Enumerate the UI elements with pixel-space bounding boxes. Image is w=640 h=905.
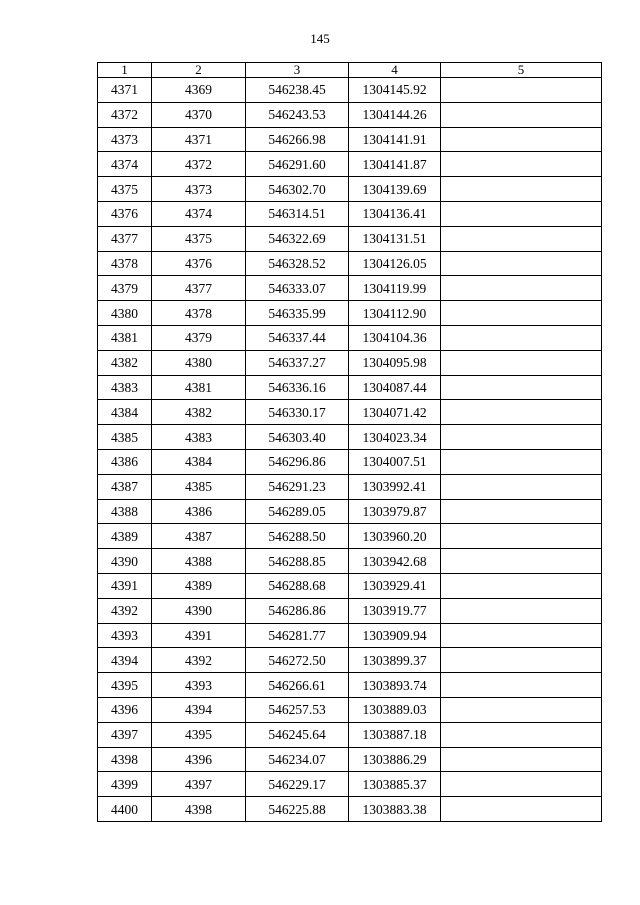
note-cell	[441, 449, 602, 474]
point-number-cell: 4384	[98, 400, 152, 425]
y-coordinate-cell: 1303909.94	[349, 623, 441, 648]
point-number-cell: 4379	[98, 276, 152, 301]
previous-point-cell: 4387	[152, 524, 246, 549]
note-cell	[441, 226, 602, 251]
point-number-cell: 4383	[98, 375, 152, 400]
note-cell	[441, 301, 602, 326]
x-coordinate-cell: 546303.40	[246, 425, 349, 450]
table-row	[98, 524, 602, 549]
previous-point-cell: 4380	[152, 350, 246, 375]
previous-point-cell: 4374	[152, 201, 246, 226]
note-cell	[441, 400, 602, 425]
x-coordinate-cell: 546288.50	[246, 524, 349, 549]
previous-point-cell: 4395	[152, 722, 246, 747]
previous-point-cell: 4378	[152, 301, 246, 326]
point-number-cell: 4375	[98, 177, 152, 202]
x-coordinate-cell: 546281.77	[246, 623, 349, 648]
x-coordinate-cell: 546243.53	[246, 102, 349, 127]
previous-point-cell: 4392	[152, 648, 246, 673]
table-row	[98, 78, 602, 103]
y-coordinate-cell: 1303886.29	[349, 747, 441, 772]
note-cell	[441, 78, 602, 103]
point-number-cell: 4377	[98, 226, 152, 251]
x-coordinate-cell: 546257.53	[246, 697, 349, 722]
previous-point-cell: 4372	[152, 152, 246, 177]
table-row	[98, 152, 602, 177]
previous-point-cell: 4388	[152, 549, 246, 574]
note-cell	[441, 474, 602, 499]
x-coordinate-cell: 546330.17	[246, 400, 349, 425]
y-coordinate-cell: 1303889.03	[349, 697, 441, 722]
table-row	[98, 251, 602, 276]
point-number-cell: 4387	[98, 474, 152, 499]
table-row	[98, 623, 602, 648]
table-row	[98, 449, 602, 474]
y-coordinate-cell: 1304136.41	[349, 201, 441, 226]
table-header-row	[98, 63, 602, 78]
x-coordinate-cell: 546296.86	[246, 449, 349, 474]
note-cell	[441, 276, 602, 301]
note-cell	[441, 350, 602, 375]
table-row	[98, 697, 602, 722]
previous-point-cell: 4390	[152, 598, 246, 623]
y-coordinate-cell: 1304145.92	[349, 78, 441, 103]
point-number-cell: 4393	[98, 623, 152, 648]
table-row	[98, 648, 602, 673]
x-coordinate-cell: 546291.23	[246, 474, 349, 499]
note-cell	[441, 648, 602, 673]
previous-point-cell: 4379	[152, 325, 246, 350]
table-row	[98, 747, 602, 772]
note-cell	[441, 325, 602, 350]
point-number-cell: 4385	[98, 425, 152, 450]
previous-point-cell: 4382	[152, 400, 246, 425]
table-row	[98, 598, 602, 623]
y-coordinate-cell: 1303893.74	[349, 673, 441, 698]
note-cell	[441, 425, 602, 450]
point-number-cell: 4388	[98, 499, 152, 524]
x-coordinate-cell: 546229.17	[246, 772, 349, 797]
y-coordinate-cell: 1303992.41	[349, 474, 441, 499]
note-cell	[441, 598, 602, 623]
table-row	[98, 201, 602, 226]
y-coordinate-cell: 1304141.91	[349, 127, 441, 152]
point-number-cell: 4395	[98, 673, 152, 698]
previous-point-cell: 4370	[152, 102, 246, 127]
x-coordinate-cell: 546335.99	[246, 301, 349, 326]
y-coordinate-cell: 1303885.37	[349, 772, 441, 797]
x-coordinate-cell: 546333.07	[246, 276, 349, 301]
point-number-cell: 4371	[98, 78, 152, 103]
previous-point-cell: 4389	[152, 573, 246, 598]
table-row	[98, 722, 602, 747]
y-coordinate-cell: 1304104.36	[349, 325, 441, 350]
point-number-cell: 4392	[98, 598, 152, 623]
x-coordinate-cell: 546314.51	[246, 201, 349, 226]
column-header-5: 5	[441, 63, 602, 78]
previous-point-cell: 4391	[152, 623, 246, 648]
table-row	[98, 350, 602, 375]
y-coordinate-cell: 1304139.69	[349, 177, 441, 202]
x-coordinate-cell: 546288.85	[246, 549, 349, 574]
point-number-cell: 4389	[98, 524, 152, 549]
point-number-cell: 4390	[98, 549, 152, 574]
x-coordinate-cell: 546238.45	[246, 78, 349, 103]
note-cell	[441, 499, 602, 524]
previous-point-cell: 4396	[152, 747, 246, 772]
previous-point-cell: 4373	[152, 177, 246, 202]
note-cell	[441, 797, 602, 822]
previous-point-cell: 4383	[152, 425, 246, 450]
note-cell	[441, 127, 602, 152]
table-row	[98, 177, 602, 202]
table-row	[98, 301, 602, 326]
previous-point-cell: 4393	[152, 673, 246, 698]
note-cell	[441, 152, 602, 177]
point-number-cell: 4374	[98, 152, 152, 177]
point-number-cell: 4386	[98, 449, 152, 474]
y-coordinate-cell: 1303887.18	[349, 722, 441, 747]
note-cell	[441, 747, 602, 772]
x-coordinate-cell: 546289.05	[246, 499, 349, 524]
point-number-cell: 4391	[98, 573, 152, 598]
y-coordinate-cell: 1303960.20	[349, 524, 441, 549]
previous-point-cell: 4398	[152, 797, 246, 822]
table-row	[98, 573, 602, 598]
previous-point-cell: 4369	[152, 78, 246, 103]
x-coordinate-cell: 546266.61	[246, 673, 349, 698]
note-cell	[441, 201, 602, 226]
point-number-cell: 4400	[98, 797, 152, 822]
y-coordinate-cell: 1303929.41	[349, 573, 441, 598]
table-row	[98, 226, 602, 251]
previous-point-cell: 4385	[152, 474, 246, 499]
table-row	[98, 325, 602, 350]
previous-point-cell: 4397	[152, 772, 246, 797]
previous-point-cell: 4394	[152, 697, 246, 722]
previous-point-cell: 4375	[152, 226, 246, 251]
y-coordinate-cell: 1304007.51	[349, 449, 441, 474]
previous-point-cell: 4371	[152, 127, 246, 152]
point-number-cell: 4394	[98, 648, 152, 673]
note-cell	[441, 251, 602, 276]
table-row	[98, 425, 602, 450]
y-coordinate-cell: 1304023.34	[349, 425, 441, 450]
table-row	[98, 127, 602, 152]
y-coordinate-cell: 1303899.37	[349, 648, 441, 673]
x-coordinate-cell: 546291.60	[246, 152, 349, 177]
y-coordinate-cell: 1304141.87	[349, 152, 441, 177]
previous-point-cell: 4384	[152, 449, 246, 474]
point-number-cell: 4399	[98, 772, 152, 797]
y-coordinate-cell: 1304126.05	[349, 251, 441, 276]
page-number: 145	[310, 31, 330, 46]
x-coordinate-cell: 546336.16	[246, 375, 349, 400]
table-row	[98, 797, 602, 822]
note-cell	[441, 102, 602, 127]
y-coordinate-cell: 1303883.38	[349, 797, 441, 822]
point-number-cell: 4372	[98, 102, 152, 127]
x-coordinate-cell: 546322.69	[246, 226, 349, 251]
point-number-cell: 4381	[98, 325, 152, 350]
point-number-cell: 4397	[98, 722, 152, 747]
note-cell	[441, 375, 602, 400]
x-coordinate-cell: 546286.86	[246, 598, 349, 623]
x-coordinate-cell: 546288.68	[246, 573, 349, 598]
table-row	[98, 549, 602, 574]
x-coordinate-cell: 546225.88	[246, 797, 349, 822]
x-coordinate-cell: 546245.64	[246, 722, 349, 747]
y-coordinate-cell: 1303979.87	[349, 499, 441, 524]
column-header-3: 3	[246, 63, 349, 78]
table-body	[98, 78, 602, 822]
table-row	[98, 276, 602, 301]
table-row	[98, 474, 602, 499]
x-coordinate-cell: 546328.52	[246, 251, 349, 276]
previous-point-cell: 4386	[152, 499, 246, 524]
previous-point-cell: 4381	[152, 375, 246, 400]
y-coordinate-cell: 1304131.51	[349, 226, 441, 251]
previous-point-cell: 4377	[152, 276, 246, 301]
point-number-cell: 4382	[98, 350, 152, 375]
note-cell	[441, 573, 602, 598]
y-coordinate-cell: 1304144.26	[349, 102, 441, 127]
table-row	[98, 499, 602, 524]
x-coordinate-cell: 546234.07	[246, 747, 349, 772]
table-row	[98, 400, 602, 425]
note-cell	[441, 623, 602, 648]
point-number-cell: 4380	[98, 301, 152, 326]
table-row	[98, 375, 602, 400]
y-coordinate-cell: 1304095.98	[349, 350, 441, 375]
point-number-cell: 4378	[98, 251, 152, 276]
point-number-cell: 4373	[98, 127, 152, 152]
previous-point-cell: 4376	[152, 251, 246, 276]
y-coordinate-cell: 1303942.68	[349, 549, 441, 574]
column-header-4: 4	[349, 63, 441, 78]
y-coordinate-cell: 1304087.44	[349, 375, 441, 400]
point-number-cell: 4398	[98, 747, 152, 772]
x-coordinate-cell: 546337.44	[246, 325, 349, 350]
y-coordinate-cell: 1304119.99	[349, 276, 441, 301]
table-row	[98, 673, 602, 698]
x-coordinate-cell: 546302.70	[246, 177, 349, 202]
coordinates-table	[97, 62, 602, 822]
y-coordinate-cell: 1304071.42	[349, 400, 441, 425]
point-number-cell: 4396	[98, 697, 152, 722]
x-coordinate-cell: 546337.27	[246, 350, 349, 375]
note-cell	[441, 697, 602, 722]
y-coordinate-cell: 1303919.77	[349, 598, 441, 623]
note-cell	[441, 524, 602, 549]
column-header-2: 2	[152, 63, 246, 78]
y-coordinate-cell: 1304112.90	[349, 301, 441, 326]
note-cell	[441, 722, 602, 747]
note-cell	[441, 177, 602, 202]
note-cell	[441, 549, 602, 574]
table-row	[98, 772, 602, 797]
column-header-1: 1	[98, 63, 152, 78]
note-cell	[441, 673, 602, 698]
table-row	[98, 102, 602, 127]
x-coordinate-cell: 546266.98	[246, 127, 349, 152]
point-number-cell: 4376	[98, 201, 152, 226]
note-cell	[441, 772, 602, 797]
x-coordinate-cell: 546272.50	[246, 648, 349, 673]
